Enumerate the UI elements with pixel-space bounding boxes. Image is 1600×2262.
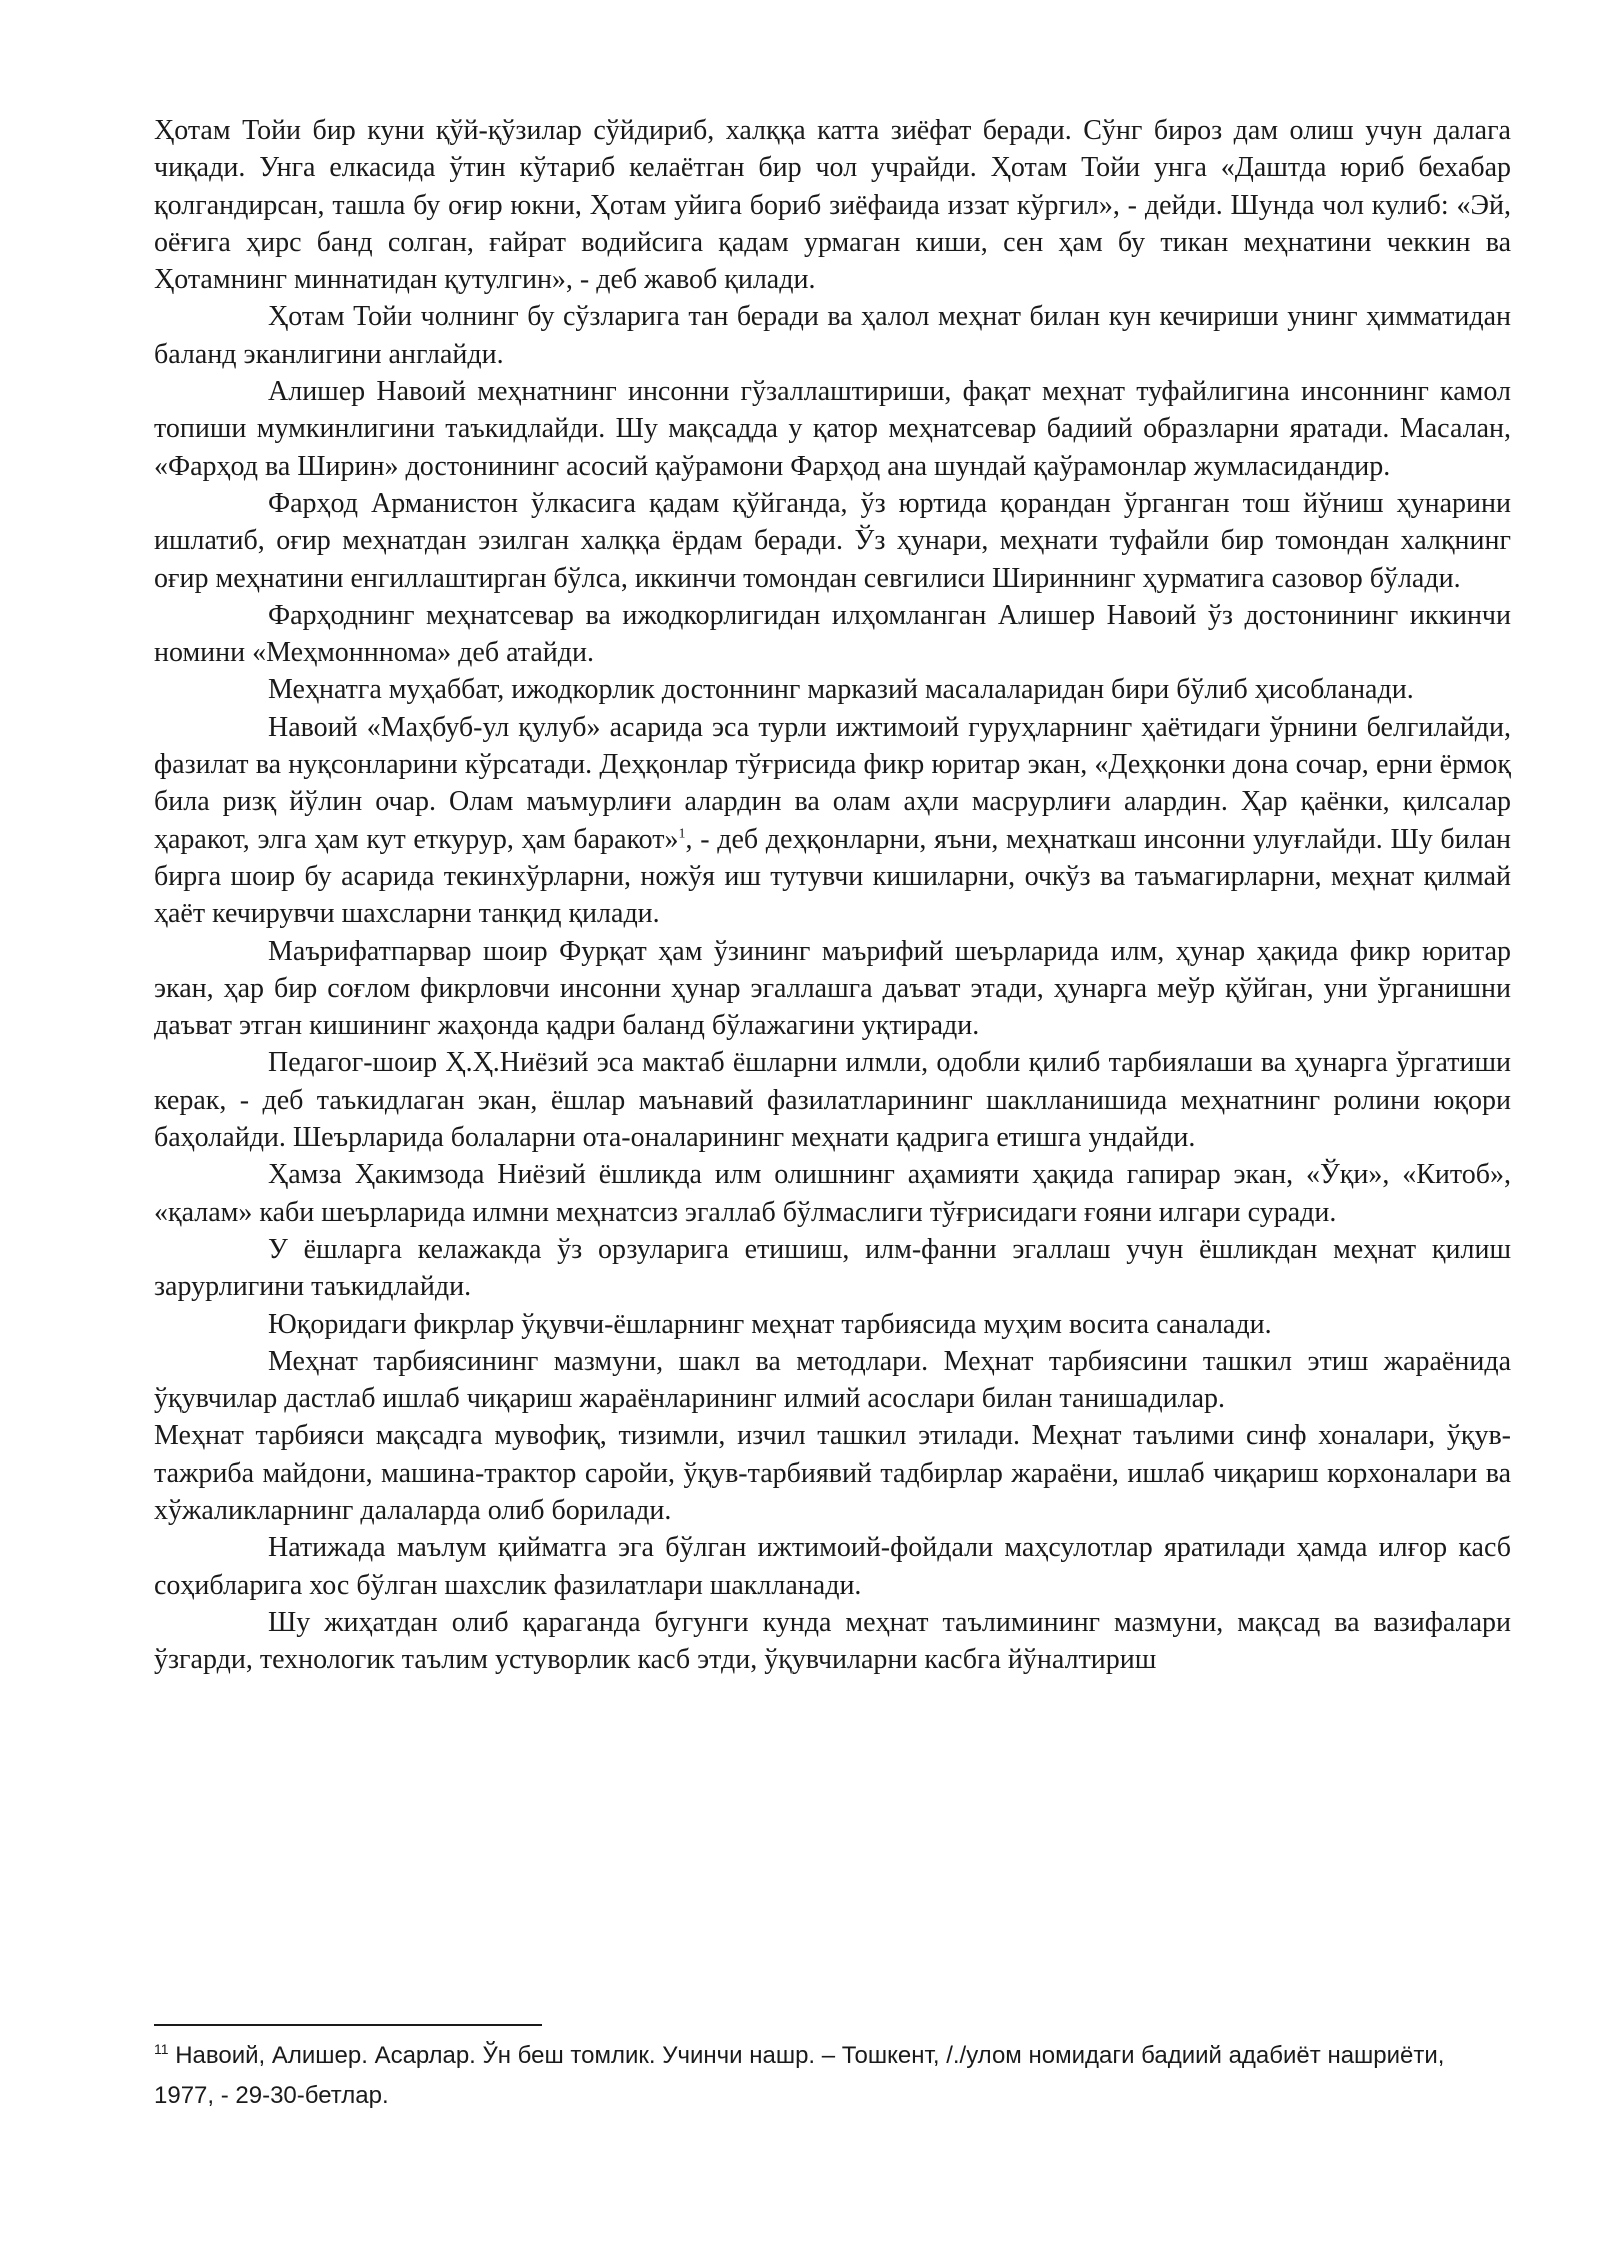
body-text — [154, 112, 1511, 1678]
footnote-separator — [154, 2024, 542, 2026]
paragraph-6: Меҳнатга муҳаббат, ижодкорлик достоннинг марказий масалаларидан бири бўлиб ҳисобланади. — [268, 674, 1414, 706]
paragraph-12: Юқоридаги фикрлар ўқувчи-ёшларнинг меҳнат тарбиясида муҳим восита саналади. — [268, 1308, 1272, 1340]
paragraph-8: Маърифатпарвар шоир Фурқат ҳам ўзининг маърифий шеърларида илм, ҳунар ҳақида фикр юритар экан, ҳар бир соғлом фикрловчи инсонни ҳунар эгаллашга даъват этади, ҳунарга меўр қўйган, уни ўрганишни даъват этган кишининг жаҳонда қадри баланд бўлажагини уқтиради. — [154, 935, 1511, 1042]
footnote-reference[interactable]: 1 — [678, 826, 686, 842]
paragraph-11: У ёшларга келажакда ўз орзуларига етишиш, илм-фанни эгаллаш учун ёшликдан меҳнат қилиш зарурлигини таъкидлайди. — [154, 1233, 1511, 1303]
footnote-text: Навоий, Алишер. Асарлар. Ўн беш томлик. Учинчи нашр. – Тошкент, /./улом номидаги бадиий адабиёт нашриёти, 1977, - 29-30-бетлар. — [154, 2042, 1445, 2109]
paragraph-7-quote: Навоий «Маҳбуб-ул қулуб» асарида эса турли ижтимоий гуруҳларнинг ҳаётидаги ўрнини белгилайди, фазилат ва нуқсонларини кўрсатади. Деҳқонлар тўғрисида фикр юритар экан, «Деҳқонки дона сочар, ерни ёрмоқ била ризқ йўлин очар. Олам маъмурлиғи алардин ва олам аҳли масрурлиғи алардин. Ҳар қаёнки, қилсалар ҳаракот, элга ҳам кут еткурур, ҳам баракот» — [154, 711, 1511, 855]
paragraph-14: Меҳнат тарбияси мақсадга мувофиқ, тизимли, изчил ташкил этилади. Меҳнат таълими синф хоналари, ўқув-тажриба майдони, машина-трактор саройи, ўқув-тарбиявий тадбирлар жараёни, ишлаб чиқариш корхоналари ва хўжаликларнинг далаларда олиб борилади. — [154, 1420, 1511, 1526]
paragraph-1: Ҳотам Тойи бир куни қўй-қўзилар сўйдириб, халққа катта зиёфат беради. Сўнг бироз дам олиш учун далага чиқади. Унга елкасида ўтин кўтариб келаётган бир чол учрайди. Ҳотам Тойи унга «Даштда юриб бехабар қолгандирсан, ташла бу оғир юкни, Ҳотам уйига бориб зиёфаида иззат кўргил», - дейди. Шунда чол кулиб: «Эй, оёғига ҳирс банд солган, ғайрат водийсига қадам урмаган киши, сен ҳам бу тикан меҳнатини чеккин ва Ҳотамнинг миннатидан қутулгин», - деб жавоб қилади. — [154, 115, 1511, 296]
paragraph-10: Ҳамза Ҳакимзода Ниёзий ёшликда илм олишнинг аҳамияти ҳақида гапирар экан, «Ўқи», «Китоб», «қалам» каби шеърларида илмни меҳнатсиз эгаллаб бўлмаслиги тўғрисидаги ғояни илгари суради. — [154, 1159, 1511, 1228]
footnote-marker: 11 — [154, 2041, 169, 2057]
paragraph-7-continuation: , - деб деҳқонларни, яъни, меҳнаткаш инсонни улуғлайди. Шу билан бирга шоир бу асарида текинхўрларни, ножўя иш тутувчи кишиларни, очкўз ва таъмагирларни, меҳнат қилмай ҳаёт кечирувчи шахсларни танқид қилади. — [154, 823, 1511, 930]
paragraph-5: Фарҳоднинг меҳнатсевар ва ижодкорлигидан илҳомланган Алишер Навоий ўз достонининг иккинчи номини «Меҳмонннома» деб атайди. — [154, 599, 1511, 669]
paragraph-9: Педагог-шоир Ҳ.Ҳ.Ниёзий эса мактаб ёшларни илмли, одобли қилиб тарбиялаши ва ҳунарга ўргатиши керак, - деб таъкидлаган экан, ёшлар маънавий фазилатларининг шаклланишида меҳнатнинг ролини юқори баҳолайди. Шеърларида болаларни ота-оналарининг меҳнати қадрига етишга ундайди. — [154, 1047, 1511, 1154]
footnote — [154, 2036, 1511, 2116]
paragraph-2: Ҳотам Тойи чолнинг бу сўзларига тан беради ва ҳалол меҳнат билан кун кечириши унинг ҳимматидан баланд эканлигини англайди. — [154, 301, 1511, 370]
paragraph-13: Меҳнат тарбиясининг мазмуни, шакл ва методлари. Меҳнат тарбиясини ташкил этиш жараёнида ўқувчилар дастлаб ишлаб чиқариш жараёнларининг илмий асослари билан танишадилар. — [154, 1345, 1511, 1415]
paragraph-7 — [154, 709, 1511, 933]
paragraph-3: Алишер Навоий меҳнатнинг инсонни гўзаллаштириши, фақат меҳнат туфайлигина инсоннинг камол топиши мумкинлигини таъкидлайди. Шу мақсадда у қатор меҳнатсевар бадиий образларни яратади. Масалан, «Фарҳод ва Ширин» достонининг асосий қаўрамони Фарҳод ана шундай қаўрамонлар жумласидандир. — [154, 376, 1511, 482]
paragraph-4: Фарҳод Арманистон ўлкасига қадам қўйганда, ўз юртида қорандан ўрганган тош йўниш ҳунарини ишлатиб, оғир меҳнатдан эзилган халққа ёрдам беради. Ўз ҳунари, меҳнати туфайли бир томондан халқнинг оғир меҳнатини енгиллаштирган бўлса, иккинчи томондан севгилиси Шириннинг ҳурматига сазовор бўлади. — [154, 487, 1511, 594]
paragraph-15: Натижада маълум қийматга эга бўлган ижтимоий-фойдали маҳсулотлар яратилади ҳамда илғор касб соҳибларига хос бўлган шахслик фазилатлари шаклланади. — [154, 1532, 1511, 1601]
paragraph-16: Шу жиҳатдан олиб қараганда бугунги кунда меҳнат таълимининг мазмуни, мақсад ва вазифалари ўзгарди, технологик таълим устуворлик касб этди, ўқувчиларни касбга йўналтириш — [154, 1606, 1511, 1676]
